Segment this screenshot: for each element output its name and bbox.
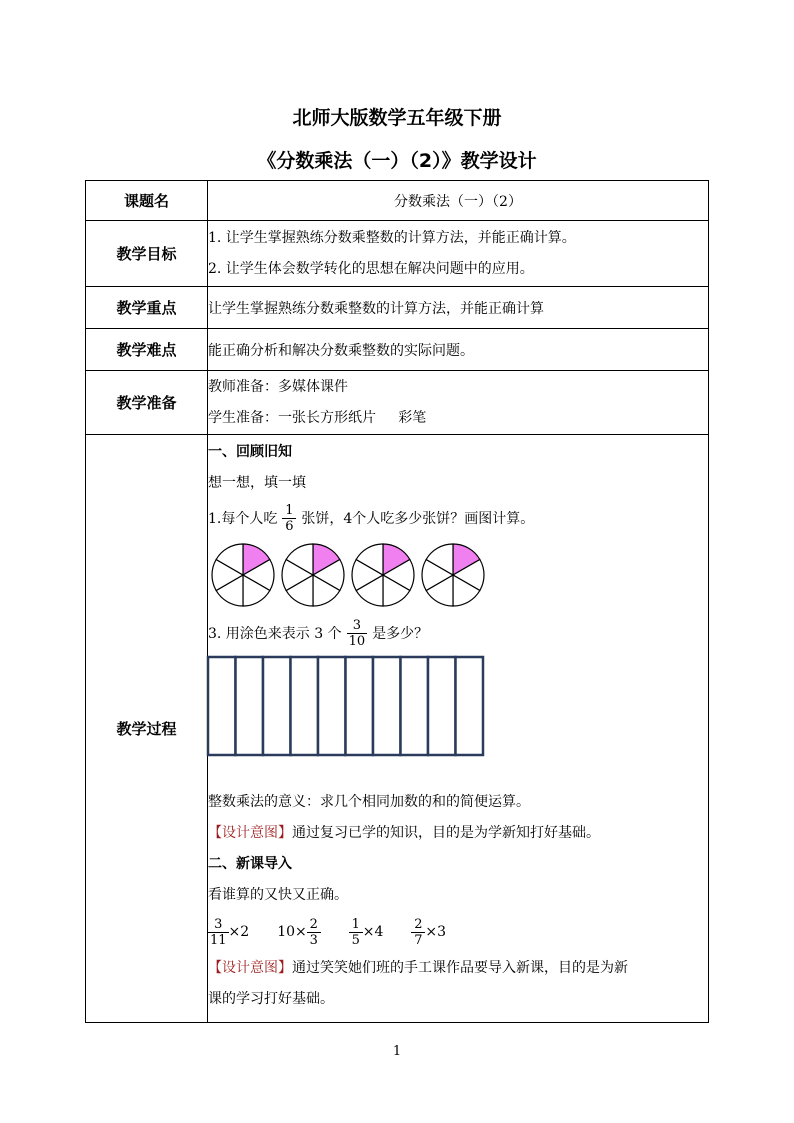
intent-tag: 【设计意图】 bbox=[208, 825, 292, 841]
q3-fraction bbox=[348, 618, 367, 649]
row-difficulty bbox=[86, 329, 709, 371]
key-label: 教学重点 bbox=[86, 287, 208, 329]
prep-label: 教学准备 bbox=[86, 371, 208, 435]
difficulty-label: 教学难点 bbox=[86, 329, 208, 371]
q1-fraction bbox=[283, 503, 295, 534]
strip-cell bbox=[401, 657, 429, 755]
q1-suffix: 张饼，4个人吃多少张饼？画图计算。 bbox=[301, 511, 535, 527]
strip-cell bbox=[263, 657, 291, 755]
exercise-3 bbox=[349, 917, 384, 948]
strip-cell bbox=[208, 657, 236, 755]
pie-circle bbox=[352, 544, 414, 606]
design-intent-2 bbox=[208, 953, 708, 984]
process-content bbox=[208, 435, 709, 1023]
exercise-numerator: 2 bbox=[309, 916, 318, 932]
document-title: 北师大版数学五年级下册 bbox=[292, 107, 502, 129]
exercise-denominator: 7 bbox=[414, 932, 423, 948]
row-process bbox=[86, 435, 709, 1023]
rectangle-strip-diagram bbox=[206, 655, 488, 759]
q3-suffix: 是多少？ bbox=[372, 626, 429, 642]
section2-title: 二、新课导入 bbox=[208, 856, 292, 872]
pie-circle bbox=[212, 544, 274, 606]
goals-content bbox=[208, 221, 709, 287]
q3-numerator: 3 bbox=[352, 617, 362, 633]
student-prep: 学生准备：一张长方形纸片 彩笔 bbox=[208, 409, 427, 426]
exercise-numerator: 1 bbox=[351, 916, 360, 932]
exercise-prefix: 10× bbox=[277, 924, 307, 940]
q3-denominator: 10 bbox=[348, 633, 366, 649]
exercise-numerator: 3 bbox=[214, 916, 223, 932]
exercise-1 bbox=[208, 917, 249, 948]
exercise-suffix: ×2 bbox=[228, 924, 250, 940]
topic-value: 分数乘法（一）（2） bbox=[208, 181, 709, 221]
multiplication-meaning: 整数乘法的意义：求几个相同加数的和的简便运算。 bbox=[208, 794, 530, 810]
row-key bbox=[86, 287, 709, 329]
exercise-denominator: 11 bbox=[210, 932, 227, 948]
lesson-plan-table bbox=[85, 180, 709, 1023]
strip-cell bbox=[428, 657, 456, 755]
exercise-2 bbox=[277, 917, 321, 948]
goals-label: 教学目标 bbox=[86, 221, 208, 287]
strip-cell bbox=[236, 657, 264, 755]
strip-cell bbox=[346, 657, 374, 755]
strip-cell bbox=[291, 657, 319, 755]
row-prep bbox=[86, 371, 709, 435]
section1-title: 一、回顾旧知 bbox=[208, 444, 292, 460]
process-label: 教学过程 bbox=[86, 435, 208, 1023]
prep-content bbox=[208, 371, 709, 435]
lesson-title: 《分数乘法（一）（2）》教学设计 bbox=[257, 150, 537, 172]
pie-circle bbox=[282, 544, 344, 606]
exercise-fraction bbox=[308, 917, 320, 948]
exercise-fraction bbox=[412, 917, 424, 948]
exercise-denominator: 5 bbox=[351, 932, 360, 948]
exercise-numerator: 2 bbox=[414, 916, 423, 932]
exercise-fraction bbox=[209, 917, 228, 948]
design-intent-1 bbox=[208, 818, 708, 849]
intent-1-text: 通过复习已学的知识，目的是为学新知打好基础。 bbox=[292, 825, 600, 841]
row-topic bbox=[86, 181, 709, 221]
strip-cell bbox=[318, 657, 346, 755]
intent-tag: 【设计意图】 bbox=[208, 960, 292, 976]
exercise-suffix: ×3 bbox=[425, 924, 447, 940]
exercise-fraction bbox=[350, 917, 362, 948]
row-goals bbox=[86, 221, 709, 287]
goal-item: 2. 让学生体会数学转化的思想在解决问题中的应用。 bbox=[208, 260, 534, 277]
page-number: 1 bbox=[392, 1044, 402, 1059]
question-3 bbox=[208, 613, 708, 653]
difficulty-value: 能正确分析和解决分数乘整数的实际问题。 bbox=[208, 329, 709, 371]
teacher-prep: 教师准备：多媒体课件 bbox=[208, 378, 348, 395]
question-1 bbox=[208, 499, 708, 537]
exercise-list bbox=[208, 911, 708, 953]
intent-2-text: 通过笑笑她们班的手工课作品要导入新课，目的是为新 bbox=[292, 960, 628, 976]
intent-2-continued: 课的学习打好基础。 bbox=[208, 991, 334, 1007]
pie-circle bbox=[422, 544, 484, 606]
pie-row bbox=[208, 537, 708, 613]
goal-item: 1. 让学生掌握熟练分数乘整数的计算方法，并能正确计算。 bbox=[208, 229, 576, 246]
calc-prompt: 看谁算的又快又正确。 bbox=[208, 887, 348, 903]
exercise-suffix: ×4 bbox=[362, 924, 384, 940]
strip-cell bbox=[456, 657, 484, 755]
exercise-denominator: 3 bbox=[309, 932, 318, 948]
pie-diagrams bbox=[206, 537, 496, 613]
strip-cell bbox=[373, 657, 401, 755]
fill-prompt: 想一想，填一填 bbox=[208, 475, 306, 491]
exercise-4 bbox=[411, 917, 446, 948]
q1-denominator: 6 bbox=[285, 518, 294, 534]
q1-numerator: 1 bbox=[285, 502, 294, 518]
strip-area bbox=[208, 653, 708, 757]
q3-prefix: 3. 用涂色来表示 3 个 bbox=[208, 626, 342, 642]
key-value: 让学生掌握熟练分数乘整数的计算方法，并能正确计算 bbox=[208, 287, 709, 329]
q1-prefix: 1.每个人吃 bbox=[208, 511, 278, 527]
topic-label: 课题名 bbox=[86, 181, 208, 221]
